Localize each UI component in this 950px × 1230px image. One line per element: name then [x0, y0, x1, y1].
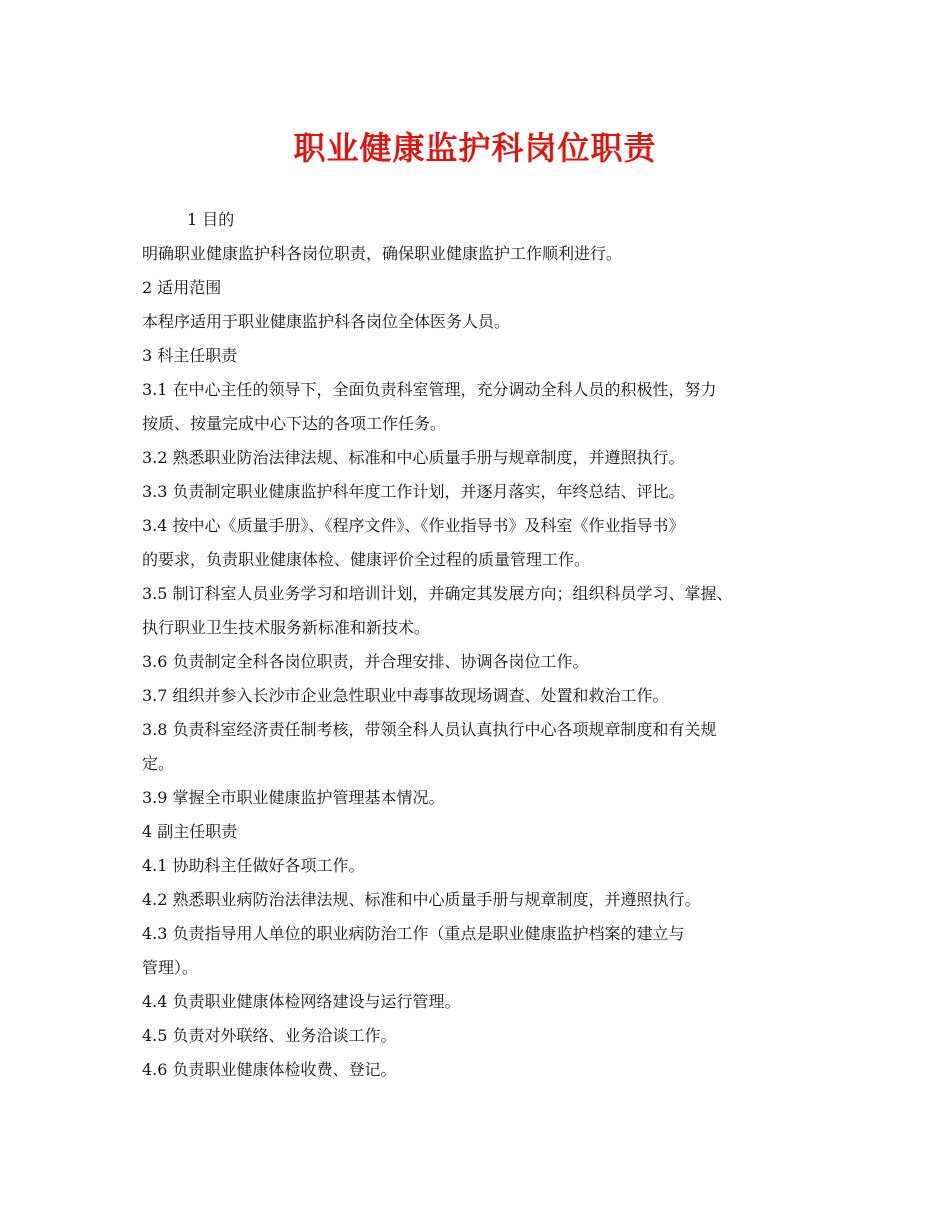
paragraph-line: 本程序适用于职业健康监护科各岗位全体医务人员。	[142, 312, 511, 331]
document-body	[142, 203, 832, 1087]
paragraph-line: 4.4 负责职业健康体检网络建设与运行管理。	[142, 992, 461, 1011]
paragraph-line: 4.2 熟悉职业病防治法律法规、标准和中心质量手册与规章制度，并遵照执行。	[142, 890, 701, 909]
paragraph-line: 管理）。	[142, 958, 199, 977]
paragraph-line: 4.1 协助科主任做好各项工作。	[142, 856, 365, 875]
section-heading-scope: 2 适用范围	[142, 278, 222, 297]
section-heading-purpose: 1 目的	[187, 210, 235, 229]
paragraph-line: 3.2 熟悉职业防治法律法规、标准和中心质量手册与规章制度，并遵照执行。	[142, 448, 685, 467]
section-heading-director-duties: 3 科主任职责	[142, 346, 238, 365]
paragraph-line: 的要求，负责职业健康体检、健康评价全过程的质量管理工作。	[142, 550, 591, 569]
paragraph-line: 按质、按量完成中心下达的各项工作任务。	[142, 414, 447, 433]
paragraph-line: 明确职业健康监护科各岗位职责，确保职业健康监护工作顺利进行。	[142, 244, 623, 263]
paragraph-line: 3.9 掌握全市职业健康监护管理基本情况。	[142, 788, 445, 807]
paragraph-line: 3.1 在中心主任的领导下，全面负责科室管理，充分调动全科人员的积极性，努力	[142, 380, 717, 399]
section-heading-deputy-duties: 4 副主任职责	[142, 822, 238, 841]
paragraph-line: 3.4 按中心《质量手册》、《程序文件》、《作业指导书》及科室《作业指导书》	[142, 516, 685, 535]
paragraph-line: 3.6 负责制定全科各岗位职责，并合理安排、协调各岗位工作。	[142, 652, 589, 671]
paragraph-line: 定。	[142, 754, 175, 773]
paragraph-line: 3.3 负责制定职业健康监护科年度工作计划，并逐月落实，年终总结、评比。	[142, 482, 685, 501]
paragraph-line: 4.6 负责职业健康体检收费、登记。	[142, 1060, 397, 1079]
paragraph-line: 3.8 负责科室经济责任制考核，带领全科人员认真执行中心各项规章制度和有关规	[142, 720, 717, 739]
paragraph-line: 4.5 负责对外联络、业务洽谈工作。	[142, 1026, 397, 1045]
paragraph-line: 4.3 负责指导用人单位的职业病防治工作（重点是职业健康监护档案的建立与	[142, 924, 685, 943]
document-title: 职业健康监护科岗位职责	[293, 129, 657, 167]
paragraph-line: 3.5 制订科室人员业务学习和培训计划，并确定其发展方向；组织科员学习、掌握、	[142, 584, 733, 603]
paragraph-line: 执行职业卫生技术服务新标准和新技术。	[142, 618, 431, 637]
paragraph-line: 3.7 组织并参入长沙市企业急性职业中毒事故现场调查、处置和救治工作。	[142, 686, 669, 705]
